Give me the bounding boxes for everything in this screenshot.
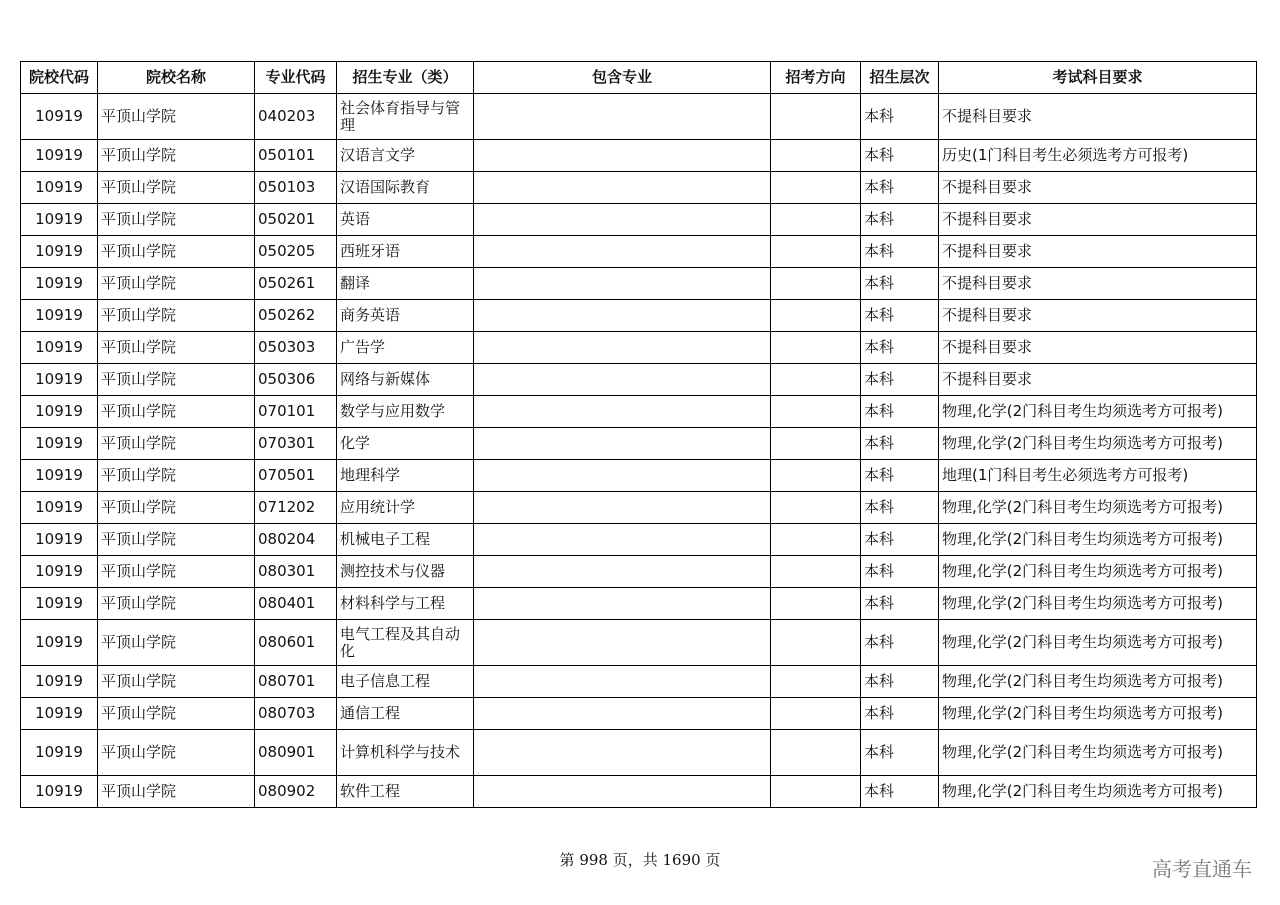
direction-cell [771, 698, 861, 730]
major-code-cell: 040203 [255, 94, 337, 140]
included-majors-cell [474, 556, 771, 588]
included-majors-cell [474, 396, 771, 428]
direction-cell [771, 268, 861, 300]
table-row [21, 364, 1257, 396]
table-row [21, 236, 1257, 268]
requirement-cell: 物理,化学(2门科目考生均须选考方可报考) [939, 698, 1257, 730]
major-cell: 地理科学 [337, 460, 474, 492]
included-majors-cell [474, 588, 771, 620]
direction-cell [771, 776, 861, 808]
requirement-cell: 物理,化学(2门科目考生均须选考方可报考) [939, 588, 1257, 620]
included-majors-cell [474, 332, 771, 364]
major-code-cell: 080701 [255, 666, 337, 698]
major-cell: 汉语国际教育 [337, 172, 474, 204]
included-majors-cell [474, 364, 771, 396]
school-name-cell: 平顶山学院 [98, 428, 255, 460]
table-row [21, 730, 1257, 776]
major-cell: 网络与新媒体 [337, 364, 474, 396]
level-cell: 本科 [861, 666, 939, 698]
level-cell: 本科 [861, 268, 939, 300]
requirement-cell: 历史(1门科目考生必须选考方可报考) [939, 140, 1257, 172]
level-cell: 本科 [861, 428, 939, 460]
direction-cell [771, 140, 861, 172]
school-name-cell: 平顶山学院 [98, 666, 255, 698]
school-code-cell: 10919 [21, 666, 98, 698]
major-cell: 通信工程 [337, 698, 474, 730]
level-cell: 本科 [861, 620, 939, 666]
major-code-cell: 070301 [255, 428, 337, 460]
school-name-cell: 平顶山学院 [98, 396, 255, 428]
major-code-cell: 080204 [255, 524, 337, 556]
included-majors-cell [474, 236, 771, 268]
major-cell: 西班牙语 [337, 236, 474, 268]
school-code-cell: 10919 [21, 236, 98, 268]
direction-cell [771, 492, 861, 524]
header-major: 招生专业（类） [337, 62, 474, 94]
major-cell: 数学与应用数学 [337, 396, 474, 428]
included-majors-cell [474, 460, 771, 492]
included-majors-cell [474, 492, 771, 524]
school-code-cell: 10919 [21, 524, 98, 556]
level-cell: 本科 [861, 204, 939, 236]
level-cell: 本科 [861, 492, 939, 524]
school-name-cell: 平顶山学院 [98, 140, 255, 172]
school-name-cell: 平顶山学院 [98, 172, 255, 204]
direction-cell [771, 556, 861, 588]
table-row [21, 204, 1257, 236]
table-row [21, 172, 1257, 204]
direction-cell [771, 524, 861, 556]
school-code-cell: 10919 [21, 492, 98, 524]
table-body [21, 94, 1257, 808]
requirement-cell: 不提科目要求 [939, 268, 1257, 300]
included-majors-cell [474, 524, 771, 556]
school-code-cell: 10919 [21, 94, 98, 140]
school-code-cell: 10919 [21, 776, 98, 808]
major-cell: 化学 [337, 428, 474, 460]
major-code-cell: 080703 [255, 698, 337, 730]
direction-cell [771, 460, 861, 492]
level-cell: 本科 [861, 460, 939, 492]
school-name-cell: 平顶山学院 [98, 236, 255, 268]
school-name-cell: 平顶山学院 [98, 460, 255, 492]
requirement-cell: 物理,化学(2门科目考生均须选考方可报考) [939, 396, 1257, 428]
school-code-cell: 10919 [21, 556, 98, 588]
level-cell: 本科 [861, 236, 939, 268]
level-cell: 本科 [861, 556, 939, 588]
school-code-cell: 10919 [21, 140, 98, 172]
direction-cell [771, 364, 861, 396]
requirement-cell: 物理,化学(2门科目考生均须选考方可报考) [939, 776, 1257, 808]
included-majors-cell [474, 776, 771, 808]
major-code-cell: 080401 [255, 588, 337, 620]
requirement-cell: 不提科目要求 [939, 300, 1257, 332]
school-name-cell: 平顶山学院 [98, 556, 255, 588]
major-cell: 计算机科学与技术 [337, 730, 474, 776]
included-majors-cell [474, 428, 771, 460]
major-cell: 电子信息工程 [337, 666, 474, 698]
requirement-cell: 物理,化学(2门科目考生均须选考方可报考) [939, 524, 1257, 556]
admissions-table [20, 61, 1257, 808]
included-majors-cell [474, 730, 771, 776]
school-code-cell: 10919 [21, 620, 98, 666]
major-cell: 英语 [337, 204, 474, 236]
requirement-cell: 地理(1门科目考生必须选考方可报考) [939, 460, 1257, 492]
included-majors-cell [474, 204, 771, 236]
school-code-cell: 10919 [21, 332, 98, 364]
included-majors-cell [474, 140, 771, 172]
table-row [21, 332, 1257, 364]
included-majors-cell [474, 666, 771, 698]
header-row [21, 62, 1257, 94]
table-row [21, 94, 1257, 140]
direction-cell [771, 332, 861, 364]
major-cell: 电气工程及其自动化 [337, 620, 474, 666]
table-row [21, 492, 1257, 524]
major-cell: 社会体育指导与管理 [337, 94, 474, 140]
school-code-cell: 10919 [21, 204, 98, 236]
school-name-cell: 平顶山学院 [98, 620, 255, 666]
level-cell: 本科 [861, 172, 939, 204]
level-cell: 本科 [861, 524, 939, 556]
direction-cell [771, 396, 861, 428]
header-school-code: 院校代码 [21, 62, 98, 94]
header-school-name: 院校名称 [98, 62, 255, 94]
school-name-cell: 平顶山学院 [98, 524, 255, 556]
major-cell: 材料科学与工程 [337, 588, 474, 620]
major-code-cell: 050201 [255, 204, 337, 236]
direction-cell [771, 236, 861, 268]
major-code-cell: 050205 [255, 236, 337, 268]
table-row [21, 556, 1257, 588]
level-cell: 本科 [861, 776, 939, 808]
included-majors-cell [474, 268, 771, 300]
school-code-cell: 10919 [21, 428, 98, 460]
included-majors-cell [474, 94, 771, 140]
school-name-cell: 平顶山学院 [98, 204, 255, 236]
school-name-cell: 平顶山学院 [98, 588, 255, 620]
direction-cell [771, 172, 861, 204]
major-code-cell: 080601 [255, 620, 337, 666]
requirement-cell: 物理,化学(2门科目考生均须选考方可报考) [939, 556, 1257, 588]
header-major-code: 专业代码 [255, 62, 337, 94]
requirement-cell: 不提科目要求 [939, 332, 1257, 364]
direction-cell [771, 730, 861, 776]
level-cell: 本科 [861, 588, 939, 620]
included-majors-cell [474, 698, 771, 730]
table-row [21, 460, 1257, 492]
requirement-cell: 物理,化学(2门科目考生均须选考方可报考) [939, 620, 1257, 666]
major-code-cell: 050261 [255, 268, 337, 300]
header-included-majors: 包含专业 [474, 62, 771, 94]
major-cell: 应用统计学 [337, 492, 474, 524]
major-code-cell: 070101 [255, 396, 337, 428]
major-code-cell: 071202 [255, 492, 337, 524]
major-code-cell: 050101 [255, 140, 337, 172]
school-name-cell: 平顶山学院 [98, 492, 255, 524]
table-row [21, 776, 1257, 808]
school-code-cell: 10919 [21, 268, 98, 300]
table-row [21, 140, 1257, 172]
major-code-cell: 080301 [255, 556, 337, 588]
level-cell: 本科 [861, 332, 939, 364]
major-code-cell: 080902 [255, 776, 337, 808]
header-level: 招生层次 [861, 62, 939, 94]
major-code-cell: 050306 [255, 364, 337, 396]
school-code-cell: 10919 [21, 460, 98, 492]
school-code-cell: 10919 [21, 364, 98, 396]
direction-cell [771, 94, 861, 140]
level-cell: 本科 [861, 94, 939, 140]
direction-cell [771, 428, 861, 460]
level-cell: 本科 [861, 698, 939, 730]
level-cell: 本科 [861, 300, 939, 332]
included-majors-cell [474, 172, 771, 204]
table-row [21, 396, 1257, 428]
school-name-cell: 平顶山学院 [98, 332, 255, 364]
table-row [21, 666, 1257, 698]
major-cell: 机械电子工程 [337, 524, 474, 556]
major-cell: 软件工程 [337, 776, 474, 808]
table-row [21, 588, 1257, 620]
school-name-cell: 平顶山学院 [98, 730, 255, 776]
school-code-cell: 10919 [21, 172, 98, 204]
major-code-cell: 050103 [255, 172, 337, 204]
school-code-cell: 10919 [21, 300, 98, 332]
level-cell: 本科 [861, 396, 939, 428]
school-code-cell: 10919 [21, 730, 98, 776]
requirement-cell: 物理,化学(2门科目考生均须选考方可报考) [939, 730, 1257, 776]
major-cell: 广告学 [337, 332, 474, 364]
major-code-cell: 050303 [255, 332, 337, 364]
level-cell: 本科 [861, 730, 939, 776]
level-cell: 本科 [861, 364, 939, 396]
table-row [21, 524, 1257, 556]
school-code-cell: 10919 [21, 698, 98, 730]
major-cell: 测控技术与仪器 [337, 556, 474, 588]
page-number: 第 998 页，共 1690 页 [559, 851, 721, 869]
school-name-cell: 平顶山学院 [98, 300, 255, 332]
major-code-cell: 080901 [255, 730, 337, 776]
major-code-cell: 070501 [255, 460, 337, 492]
direction-cell [771, 204, 861, 236]
school-code-cell: 10919 [21, 396, 98, 428]
header-requirement: 考试科目要求 [939, 62, 1257, 94]
requirement-cell: 物理,化学(2门科目考生均须选考方可报考) [939, 428, 1257, 460]
requirement-cell: 不提科目要求 [939, 172, 1257, 204]
requirement-cell: 物理,化学(2门科目考生均须选考方可报考) [939, 492, 1257, 524]
school-name-cell: 平顶山学院 [98, 776, 255, 808]
major-cell: 商务英语 [337, 300, 474, 332]
included-majors-cell [474, 620, 771, 666]
school-name-cell: 平顶山学院 [98, 364, 255, 396]
direction-cell [771, 666, 861, 698]
requirement-cell: 不提科目要求 [939, 204, 1257, 236]
watermark: 高考直通车 [1152, 857, 1252, 881]
requirement-cell: 不提科目要求 [939, 94, 1257, 140]
major-cell: 翻译 [337, 268, 474, 300]
requirement-cell: 物理,化学(2门科目考生均须选考方可报考) [939, 666, 1257, 698]
requirement-cell: 不提科目要求 [939, 364, 1257, 396]
major-code-cell: 050262 [255, 300, 337, 332]
direction-cell [771, 588, 861, 620]
table-row [21, 698, 1257, 730]
school-name-cell: 平顶山学院 [98, 698, 255, 730]
direction-cell [771, 620, 861, 666]
table-row [21, 620, 1257, 666]
requirement-cell: 不提科目要求 [939, 236, 1257, 268]
major-cell: 汉语言文学 [337, 140, 474, 172]
table-row [21, 428, 1257, 460]
school-name-cell: 平顶山学院 [98, 94, 255, 140]
school-name-cell: 平顶山学院 [98, 268, 255, 300]
level-cell: 本科 [861, 140, 939, 172]
header-direction: 招考方向 [771, 62, 861, 94]
table-row [21, 300, 1257, 332]
direction-cell [771, 300, 861, 332]
table-row [21, 268, 1257, 300]
school-code-cell: 10919 [21, 588, 98, 620]
included-majors-cell [474, 300, 771, 332]
